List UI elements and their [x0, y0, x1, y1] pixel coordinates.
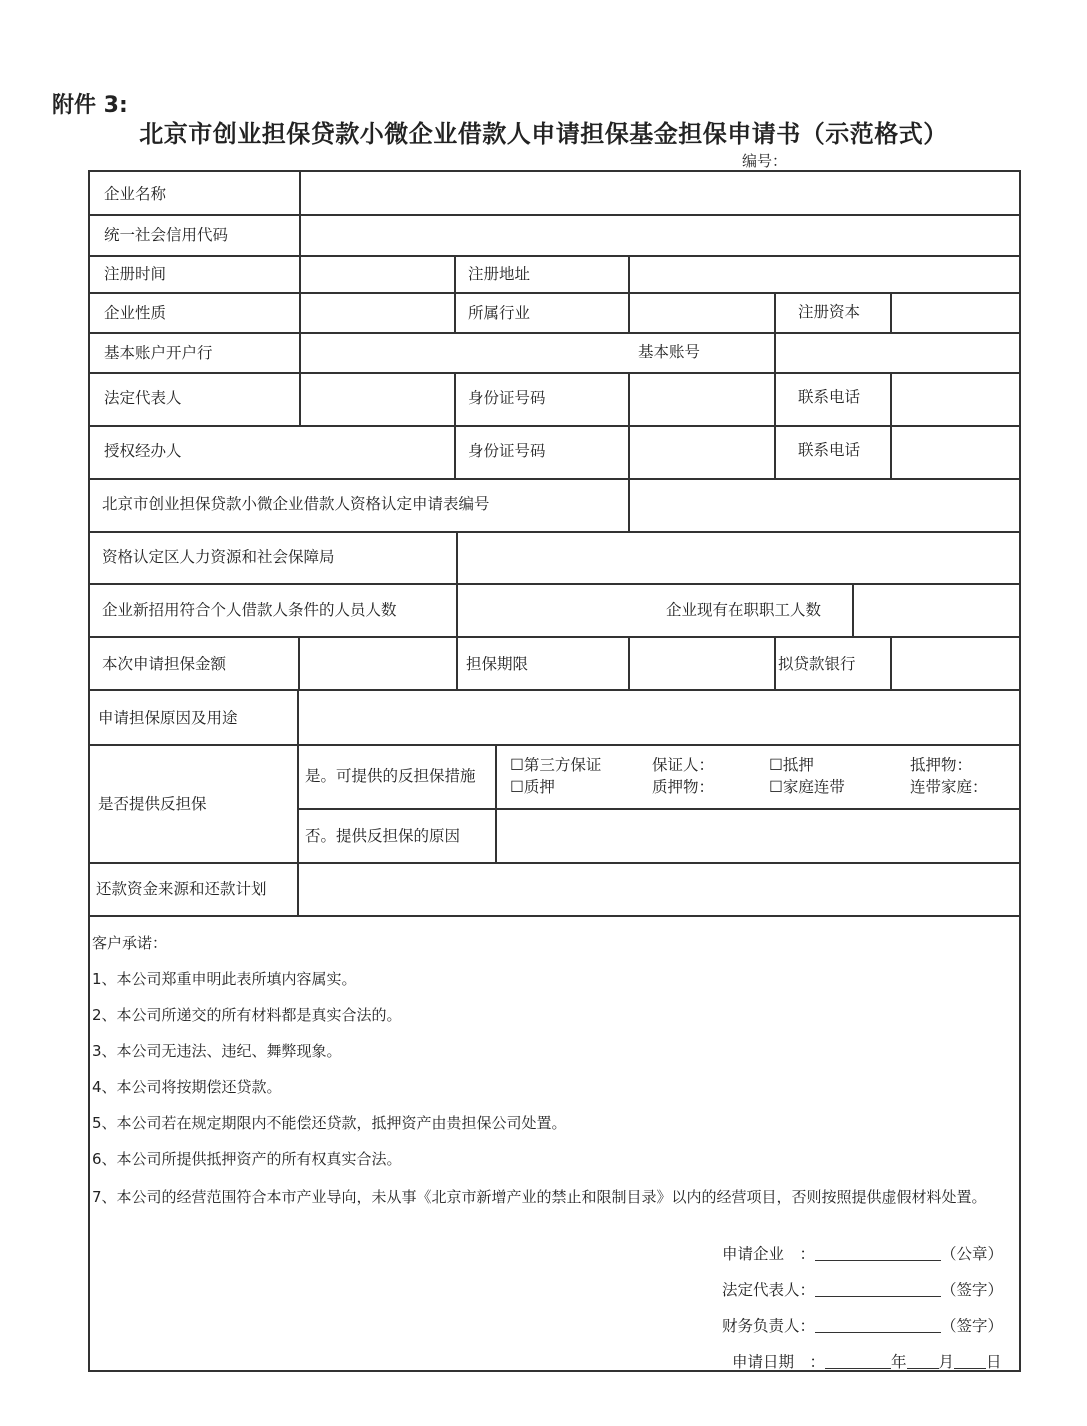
guarantee-amount-label: 本次申请担保金额 [102, 655, 227, 673]
industry-label: 所属行业 [468, 304, 531, 322]
legal-rep-sign-label: 法定代表人： [722, 1281, 816, 1299]
new-hires-label: 企业新招用符合个人借款人条件的人员人数 [102, 601, 397, 619]
legal-rep-signature [722, 1278, 1003, 1300]
current-staff-field[interactable] [854, 585, 1019, 636]
registration-time-field[interactable] [301, 257, 454, 292]
application-date-label: 申请日期 ： [732, 1353, 826, 1371]
attachment-label: 附件 3: [52, 93, 128, 118]
option-mortgage[interactable]: ☐抵押 [769, 756, 814, 774]
industry-field[interactable] [630, 294, 774, 332]
phone-field-1[interactable] [892, 374, 1019, 425]
pledge-item-5: 5、本公司若在规定期限内不能偿还贷款，抵押资产由贵担保公司处置。 [92, 1114, 567, 1132]
pledge-item-6: 6、本公司所提供抵押资产的所有权真实合法。 [92, 1150, 402, 1168]
family-joint-label: 连带家庭： [910, 778, 988, 796]
registration-address-field[interactable] [630, 257, 1019, 292]
phone-label-2: 联系电话 [798, 441, 861, 459]
phone-field-2[interactable] [892, 427, 1019, 478]
id-number-field-1[interactable] [630, 374, 774, 425]
counter-guarantee-no-label: 否。提供反担保的原因 [305, 827, 461, 845]
date-month-label: 月 [938, 1353, 955, 1371]
pledge-item-label: 质押物： [652, 778, 715, 796]
company-name-label: 企业名称 [104, 185, 167, 203]
finance-head-signature [722, 1314, 1003, 1336]
legal-representative-field[interactable] [301, 374, 454, 425]
guarantee-amount-field[interactable] [300, 638, 456, 689]
company-nature-label: 企业性质 [104, 304, 167, 322]
registered-capital-field[interactable] [892, 294, 1019, 332]
legal-rep-sign-suffix: （签字） [941, 1281, 1004, 1299]
counter-guarantee-label: 是否提供反担保 [98, 795, 207, 813]
guarantee-period-field[interactable] [630, 638, 774, 689]
guarantee-reason-field[interactable] [299, 691, 1019, 744]
company-seal-suffix: （公章） [941, 1245, 1004, 1263]
registered-capital-label: 注册资本 [798, 303, 861, 321]
account-bank-field[interactable] [301, 334, 631, 372]
new-hires-field[interactable] [458, 585, 650, 636]
hr-bureau-field[interactable] [458, 533, 1019, 583]
pledge-item-4: 4、本公司将按期偿还贷款。 [92, 1078, 282, 1096]
hr-bureau-label: 资格认定区人力资源和社会保障局 [102, 548, 335, 566]
page-title: 北京市创业担保贷款小微企业借款人申请担保基金担保申请书（示范格式） [139, 120, 948, 148]
loan-bank-field[interactable] [892, 638, 1019, 689]
option-third-party[interactable]: ☐第三方保证 [510, 756, 602, 774]
pledge-item-1: 1、本公司郑重申明此表所填内容属实。 [92, 970, 357, 988]
option-pledge[interactable]: ☐质押 [510, 778, 555, 796]
counter-guarantee-yes-label: 是。可提供的反担保措施 [305, 767, 476, 785]
authorized-agent-field[interactable] [301, 427, 454, 478]
registration-time-label: 注册时间 [104, 265, 167, 283]
company-nature-field[interactable] [301, 294, 454, 332]
pledge-item-3: 3、本公司无违法、违纪、舞弊现象。 [92, 1042, 342, 1060]
authorized-agent-label: 授权经办人 [104, 442, 182, 460]
date-year-line[interactable] [825, 1352, 891, 1369]
serial-number-label: 编号： [742, 152, 788, 170]
current-staff-label: 企业现有在职职工人数 [666, 601, 822, 619]
date-day-line[interactable] [954, 1352, 986, 1369]
applicant-company-label: 申请企业 ： [722, 1245, 816, 1263]
applicant-company-signature [722, 1242, 1003, 1264]
account-number-label: 基本账号 [638, 343, 701, 361]
repayment-plan-label: 还款资金来源和还款计划 [96, 880, 267, 898]
mortgage-item-label: 抵押物： [910, 756, 973, 774]
pledge-item-7: 7、本公司的经营范围符合本市产业导向，未从事《北京市新增产业的禁止和限制目录》以内的经营项目，否则按照提供虚假材料处置。 [92, 1188, 987, 1206]
finance-head-line[interactable] [815, 1316, 941, 1333]
no-counter-guarantee-reason-field[interactable] [497, 810, 1019, 862]
credit-code-field[interactable] [301, 216, 1019, 255]
id-number-label-2: 身份证号码 [468, 442, 546, 460]
registration-address-label: 注册地址 [468, 265, 531, 283]
date-day-label: 日 [986, 1353, 1002, 1371]
qualification-number-label: 北京市创业担保贷款小微企业借款人资格认定申请表编号 [102, 495, 490, 513]
date-year-label: 年 [891, 1353, 907, 1371]
application-date [732, 1350, 1002, 1372]
company-name-field[interactable] [301, 172, 1019, 214]
id-number-label-1: 身份证号码 [468, 389, 546, 407]
qualification-number-field[interactable] [630, 480, 1019, 531]
finance-head-suffix: （签字） [941, 1317, 1004, 1335]
option-family-joint[interactable]: ☐家庭连带 [769, 778, 845, 796]
applicant-company-line[interactable] [815, 1244, 941, 1261]
legal-rep-sign-line[interactable] [815, 1280, 941, 1297]
guarantee-reason-label: 申请担保原因及用途 [98, 709, 238, 727]
account-bank-label: 基本账户开户行 [104, 344, 213, 362]
repayment-plan-field[interactable] [299, 864, 1019, 915]
loan-bank-label: 拟贷款银行 [778, 655, 856, 673]
pledge-item-2: 2、本公司所递交的所有材料都是真实合法的。 [92, 1006, 402, 1024]
legal-representative-label: 法定代表人 [104, 389, 182, 407]
guarantor-label: 保证人： [652, 756, 715, 774]
pledge-heading: 客户承诺： [92, 934, 168, 952]
guarantee-period-label: 担保期限 [466, 655, 529, 673]
finance-head-label: 财务负责人： [722, 1317, 816, 1335]
account-number-field[interactable] [776, 334, 1019, 372]
phone-label-1: 联系电话 [798, 388, 861, 406]
date-month-line[interactable] [907, 1352, 939, 1369]
id-number-field-2[interactable] [630, 427, 774, 478]
credit-code-label: 统一社会信用代码 [104, 226, 229, 244]
